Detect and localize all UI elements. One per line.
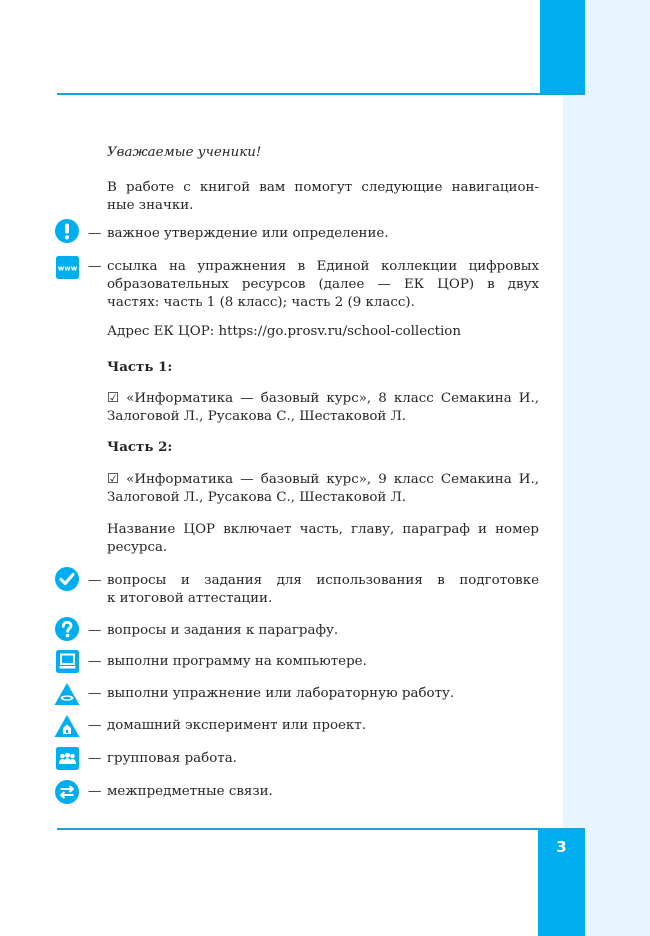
exclamation-icon [55,219,79,243]
page-edge-strip-bottom [585,830,650,936]
legend-item-group: — групповая работа. [88,751,237,766]
question-icon [55,617,79,641]
part-2-resource: ☑ «Информатика — базовый курс», 9 класс Семакина И., Залоговой Л., Русакова С., Шестаковой Л. [107,472,539,505]
home-triangle-icon [54,714,80,738]
www-icon [56,256,79,279]
dash: — [88,686,102,701]
greeting: Уважаемые ученики! [107,145,262,160]
arrows-exchange-icon [55,780,79,804]
dash: — [88,573,102,588]
legend-item-important: — важное утверждение или определение. [88,226,389,241]
svg-text:www: www [57,264,78,273]
checkbox-icon: ☑ [107,391,120,406]
dash: — [88,718,102,733]
computer-icon [56,650,79,673]
legend-item-home: — домашний эксперимент или проект. [88,718,366,733]
legend-item-interdisciplinary: — межпредметные связи. [88,784,273,799]
dash: — [88,623,102,638]
page-number: 3 [556,838,567,856]
part-2-heading: Часть 2: [107,439,173,455]
part-1-heading: Часть 1: [107,359,173,375]
footer-rule [57,828,585,830]
address-line: Адрес ЕК ЦОР: https://go.prosv.ru/school-collection [107,324,461,339]
legend-item-attestation: — вопросы и задания для использования в подготовке к итоговой аттестации. [88,573,539,606]
header-tab [540,0,585,95]
checkmark-icon [55,567,79,591]
part-1-resource: ☑ «Информатика — базовый курс», 8 класс Семакина И., Залоговой Л., Русакова С., Шестаковой Л. [107,391,539,424]
intro-paragraph: В работе с книгой вам помогут следующие навигацион- ные значки. [107,180,539,213]
dash: — [88,259,102,274]
dash: — [88,784,102,799]
page-edge-strip [563,95,650,830]
cor-note: Название ЦОР включает часть, главу, параграф и номер ресурса. [107,522,539,555]
legend-item-www: — ссылка на упражнения в Единой коллекции цифровых образовательных ресурсов (далее — ЕК ЦОР) в двух частях: часть 1 (8 класс); часть 2 (9 класс). [88,259,539,310]
dash: — [88,751,102,766]
legend-item-questions: — вопросы и задания к параграфу. [88,623,339,638]
checkbox-icon: ☑ [107,472,120,487]
legend-item-computer: — выполни программу на компьютере. [88,654,367,669]
lab-triangle-icon [54,682,80,706]
header-rule [57,93,585,95]
group-icon [56,747,79,770]
legend-item-lab: — выполни упражнение или лабораторную работу. [88,686,455,701]
page-edge-strip-top [585,0,650,95]
dash: — [88,654,102,669]
dash: — [88,226,102,241]
